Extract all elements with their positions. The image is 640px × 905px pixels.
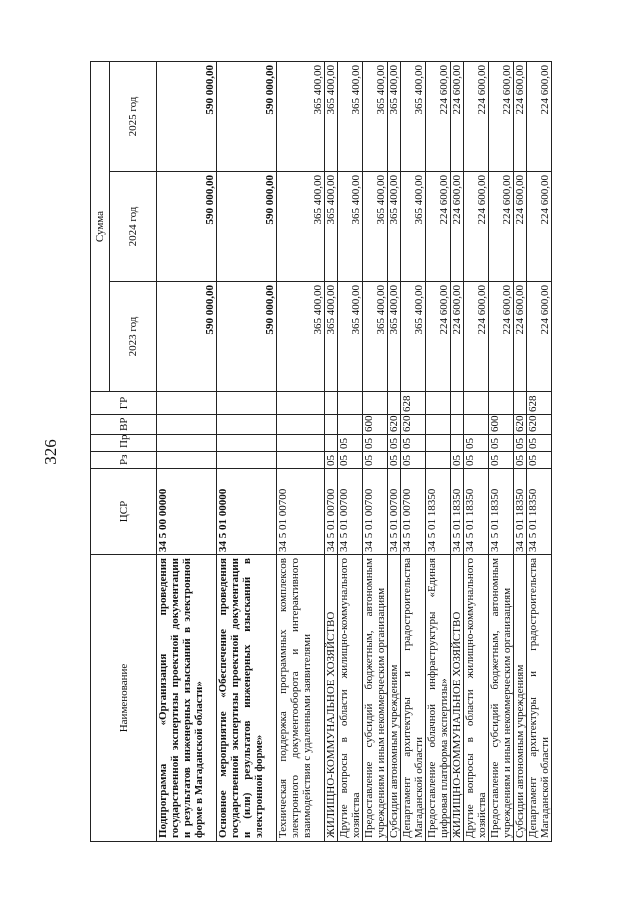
row-csr-cell: 34 5 01 18350 [451,469,464,555]
row-2025-cell: 365 400,00 [363,62,388,172]
row-vr-cell [426,415,451,435]
row-vr-cell: 620 [514,415,527,435]
table-row [514,62,527,842]
row-pr-cell [217,435,277,452]
row-name-cell: Предоставление субсидий бюджетным, автономным учреждениям и иным некоммерческим организациям [489,555,514,842]
header-vr: ВР [91,415,157,435]
row-2025-cell: 590 000,00 [217,62,277,172]
row-csr-cell: 34 5 01 18350 [527,469,552,555]
header-gr: ГР [91,392,157,415]
header-2025: 2025 год [110,62,157,172]
header-row-1 [91,62,110,842]
row-pr-cell: 05 [363,435,388,452]
row-rz-cell: 05 [401,452,426,469]
row-vr-cell [338,415,363,435]
rotated-table-container [90,62,562,842]
row-rz-cell: 05 [325,452,338,469]
table-row [277,62,325,842]
row-rz-cell: 05 [489,452,514,469]
row-vr-cell: 620 [527,415,552,435]
table-row [451,62,464,842]
row-2024-cell: 365 400,00 [401,172,426,282]
row-gr-cell [489,392,514,415]
row-vr-cell [157,415,217,435]
row-csr-cell: 34 5 01 00700 [388,469,401,555]
table-row [325,62,338,842]
row-name-cell: Департамент архитектуры и градостроительства Магаданской области [527,555,552,842]
row-2025-cell: 365 400,00 [401,62,426,172]
row-2024-cell: 224 600,00 [527,172,552,282]
row-2023-cell: 365 400,00 [325,282,338,392]
row-gr-cell [426,392,451,415]
row-vr-cell [451,415,464,435]
row-rz-cell [157,452,217,469]
table-row [464,62,489,842]
row-name-cell: Департамент архитектуры и градостроительства Магаданской области [401,555,426,842]
row-2025-cell: 224 600,00 [451,62,464,172]
page-number: 326 [40,439,60,465]
row-gr-cell [157,392,217,415]
row-2024-cell: 590 000,00 [217,172,277,282]
row-2024-cell: 224 600,00 [426,172,451,282]
row-name-cell: Предоставление облачной инфраструктуры «Единая цифровая платформа экспертизы» [426,555,451,842]
table-row [363,62,388,842]
row-2025-cell: 365 400,00 [338,62,363,172]
row-name-cell: Подпрограмма «Организация проведения государственной экспертизы проектной документации и результатов инженерных изысканий в электронной форме в Магаданской области» [157,555,217,842]
row-name-cell: Субсидии автономным учреждениям [514,555,527,842]
row-name-cell: Основное мероприятие «Обеспечение проведения государственной экспертизы проектной документации и (или) результатов инженерных изысканий в электронной форме» [217,555,277,842]
row-name-cell: ЖИЛИЩНО-КОММУНАЛЬНОЕ ХОЗЯЙСТВО [325,555,338,842]
header-pr: Пр [91,435,157,452]
row-2025-cell: 224 600,00 [514,62,527,172]
budget-table [90,61,552,842]
row-2023-cell: 365 400,00 [338,282,363,392]
row-name-cell: Другие вопросы в области жилищно-коммунального хозяйства [464,555,489,842]
table-row [401,62,426,842]
row-2025-cell: 365 400,00 [325,62,338,172]
table-row [489,62,514,842]
row-rz-cell [277,452,325,469]
row-2024-cell: 365 400,00 [363,172,388,282]
row-csr-cell: 34 5 01 18350 [489,469,514,555]
row-rz-cell: 05 [451,452,464,469]
row-rz-cell: 05 [338,452,363,469]
row-2025-cell: 224 600,00 [527,62,552,172]
row-2024-cell: 590 000,00 [157,172,217,282]
table-row [527,62,552,842]
row-gr-cell [388,392,401,415]
row-pr-cell: 05 [388,435,401,452]
row-2023-cell: 224 600,00 [464,282,489,392]
row-csr-cell: 34 5 01 00700 [277,469,325,555]
header-sum: Сумма [91,62,110,392]
row-vr-cell: 620 [401,415,426,435]
row-csr-cell: 34 5 00 00000 [157,469,217,555]
row-name-cell: ЖИЛИЩНО-КОММУНАЛЬНОЕ ХОЗЯЙСТВО [451,555,464,842]
row-2024-cell: 365 400,00 [277,172,325,282]
row-rz-cell: 05 [363,452,388,469]
row-2024-cell: 224 600,00 [489,172,514,282]
row-rz-cell: 05 [514,452,527,469]
row-2024-cell: 365 400,00 [338,172,363,282]
row-pr-cell: 05 [401,435,426,452]
row-2023-cell: 590 000,00 [157,282,217,392]
row-gr-cell [325,392,338,415]
row-vr-cell: 600 [489,415,514,435]
row-vr-cell [217,415,277,435]
row-pr-cell: 05 [338,435,363,452]
row-csr-cell: 34 5 01 00700 [338,469,363,555]
row-rz-cell: 05 [464,452,489,469]
row-vr-cell [325,415,338,435]
row-vr-cell [277,415,325,435]
row-2023-cell: 590 000,00 [217,282,277,392]
row-gr-cell: 628 [527,392,552,415]
row-gr-cell [277,392,325,415]
row-2024-cell: 365 400,00 [388,172,401,282]
row-2023-cell: 365 400,00 [277,282,325,392]
row-gr-cell: 628 [401,392,426,415]
row-csr-cell: 34 5 01 18350 [464,469,489,555]
row-pr-cell [325,435,338,452]
row-csr-cell: 34 5 01 18350 [514,469,527,555]
header-csr: ЦСР [91,469,157,555]
row-pr-cell: 05 [464,435,489,452]
row-2023-cell: 365 400,00 [401,282,426,392]
row-csr-cell: 34 5 01 00000 [217,469,277,555]
row-2023-cell: 224 600,00 [489,282,514,392]
row-vr-cell: 620 [388,415,401,435]
row-csr-cell: 34 5 01 18350 [426,469,451,555]
row-vr-cell [464,415,489,435]
row-2025-cell: 224 600,00 [464,62,489,172]
row-gr-cell [451,392,464,415]
row-2023-cell: 224 600,00 [514,282,527,392]
row-gr-cell [217,392,277,415]
row-2024-cell: 224 600,00 [514,172,527,282]
row-2023-cell: 224 600,00 [527,282,552,392]
row-rz-cell [426,452,451,469]
header-name: Наименование [91,555,157,842]
row-rz-cell: 05 [527,452,552,469]
table-body [157,62,552,842]
row-pr-cell [277,435,325,452]
table-row [217,62,277,842]
row-csr-cell: 34 5 01 00700 [401,469,426,555]
header-2023: 2023 год [110,282,157,392]
row-gr-cell [464,392,489,415]
header-2024: 2024 год [110,172,157,282]
row-pr-cell [451,435,464,452]
row-2023-cell: 224 600,00 [426,282,451,392]
table-row [388,62,401,842]
row-2023-cell: 365 400,00 [388,282,401,392]
row-2025-cell: 224 600,00 [489,62,514,172]
row-csr-cell: 34 5 01 00700 [363,469,388,555]
row-name-cell: Техническая поддержка программных комплексов электронного документооборота и интерактивного взаимодействия с удаленными заявителями [277,555,325,842]
row-pr-cell: 05 [514,435,527,452]
row-2023-cell: 224 600,00 [451,282,464,392]
row-rz-cell: 05 [388,452,401,469]
row-pr-cell: 05 [527,435,552,452]
table-row [157,62,217,842]
row-rz-cell [217,452,277,469]
row-vr-cell: 600 [363,415,388,435]
row-gr-cell [363,392,388,415]
table-row [426,62,451,842]
row-pr-cell [426,435,451,452]
table-row [338,62,363,842]
row-gr-cell [514,392,527,415]
row-name-cell: Предоставление субсидий бюджетным, автономным учреждениям и иным некоммерческим организациям [363,555,388,842]
row-2025-cell: 365 400,00 [277,62,325,172]
row-pr-cell: 05 [489,435,514,452]
row-2024-cell: 224 600,00 [451,172,464,282]
header-rz: Рз [91,452,157,469]
row-2024-cell: 365 400,00 [325,172,338,282]
row-2023-cell: 365 400,00 [363,282,388,392]
row-2025-cell: 365 400,00 [388,62,401,172]
row-csr-cell: 34 5 01 00700 [325,469,338,555]
row-gr-cell [338,392,363,415]
row-name-cell: Другие вопросы в области жилищно-коммунального хозяйства [338,555,363,842]
row-pr-cell [157,435,217,452]
row-2025-cell: 590 000,00 [157,62,217,172]
row-name-cell: Субсидии автономным учреждениям [388,555,401,842]
row-2024-cell: 224 600,00 [464,172,489,282]
row-2025-cell: 224 600,00 [426,62,451,172]
